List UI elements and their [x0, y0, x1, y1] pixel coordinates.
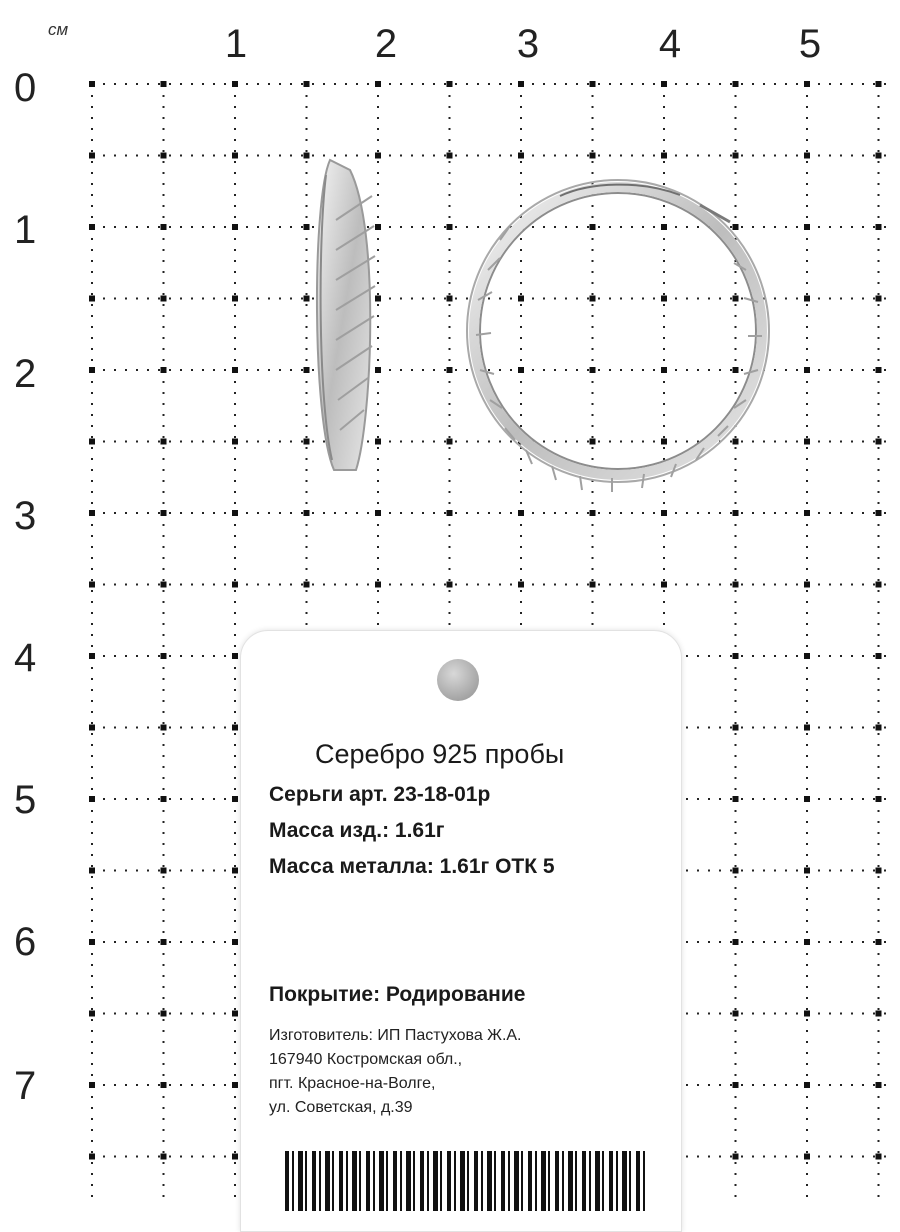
y-label-4: 4: [14, 636, 37, 680]
x-label-1: 1: [224, 22, 248, 66]
tag-maker-line-4: ул. Советская, д.39: [269, 1099, 413, 1116]
y-label-6: 6: [14, 920, 37, 964]
x-label-2: 2: [374, 22, 398, 66]
earring-side-view: [317, 160, 375, 470]
y-label-1: 1: [14, 208, 37, 252]
tag-maker-line-1: Изготовитель: ИП Пастухова Ж.А.: [269, 1027, 522, 1044]
y-label-2: 2: [14, 352, 37, 396]
barcode: [285, 1151, 645, 1211]
tag-article: Серьги арт. 23-18-01р: [269, 783, 491, 806]
y-label-0: 0: [14, 66, 37, 110]
tag-title: Серебро 925 пробы: [315, 739, 565, 769]
tag-item-mass: Масса изд.: 1.61г: [269, 819, 445, 842]
x-label-4: 4: [658, 22, 682, 66]
tag-coating: Покрытие: Родирование: [269, 983, 526, 1006]
y-label-5: 5: [14, 778, 37, 822]
x-label-5: 5: [798, 22, 822, 66]
tag-metal-mass: Масса металла: 1.61г ОТК 5: [269, 855, 555, 878]
y-label-7: 7: [14, 1064, 37, 1108]
tag-maker-line-2: 167940 Костромская обл.,: [269, 1051, 463, 1068]
tag-hole: [437, 659, 479, 701]
axis-unit-label: см: [48, 20, 69, 39]
earring-front-view: [467, 180, 769, 492]
x-label-3: 3: [516, 22, 540, 66]
y-label-3: 3: [14, 494, 37, 538]
tag-maker-line-3: пгт. Красное-на-Волге,: [269, 1075, 436, 1092]
product-tag: [240, 630, 682, 1232]
